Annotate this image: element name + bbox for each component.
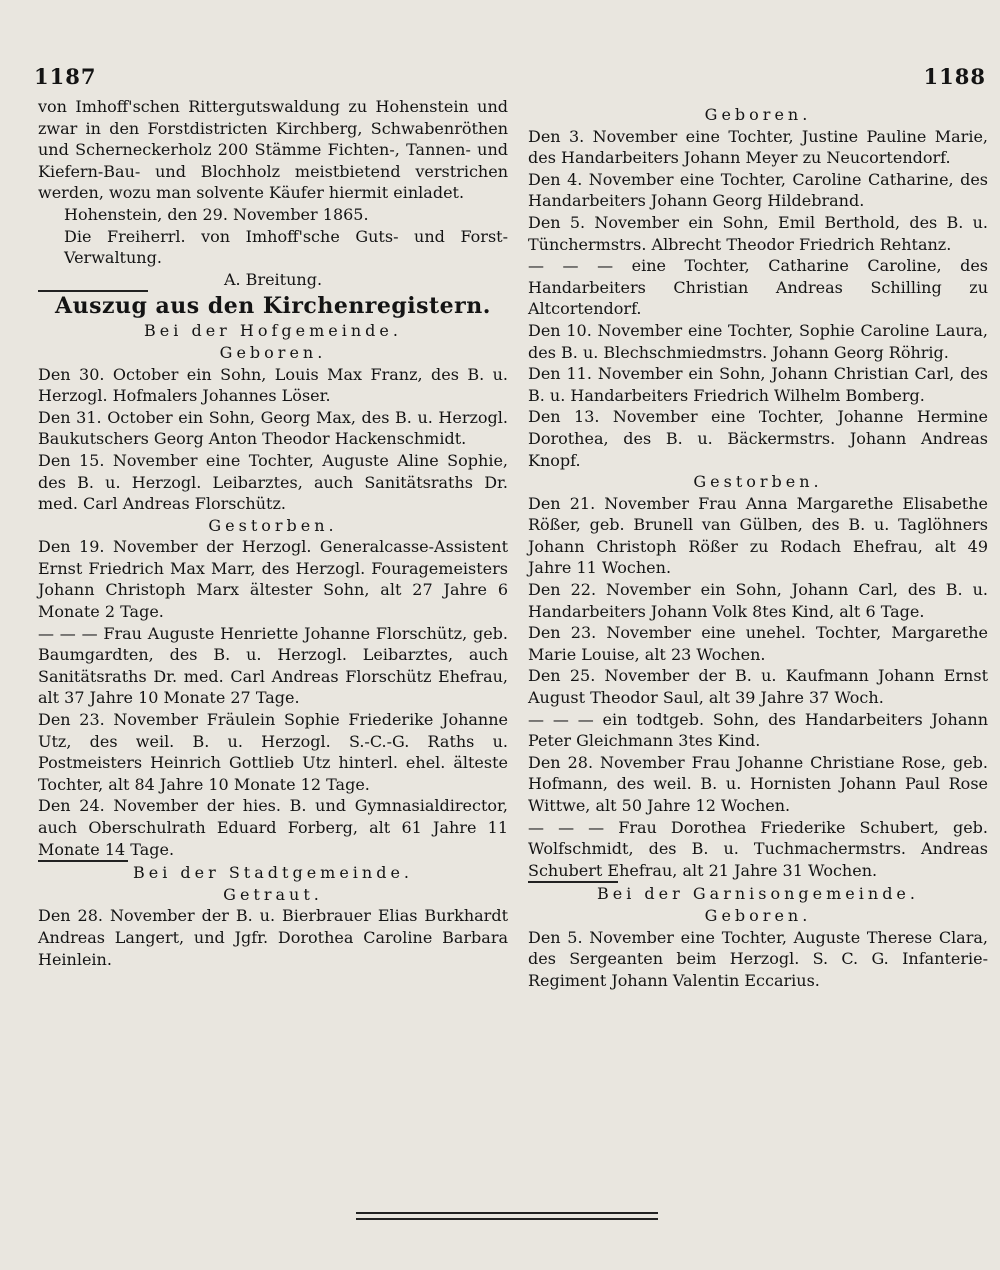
hof-birth-entry: Den 15. November eine Tochter, Auguste Aline Sophie, des B. u. Herzogl. Leibarztes, auch Sanitätsraths Dr. med. Carl Andreas Florschütz. xyxy=(38,450,508,514)
stadt-death-entry: Den 22. November ein Sohn, Johann Carl, des B. u. Handarbeiters Johann Volk 8tes Kind, alt 6 Tage. xyxy=(528,580,988,621)
notice-place-date: Hohenstein, den 29. November 1865. xyxy=(64,204,369,224)
garnison-birth-entry: Den 5. November eine Tochter, Auguste Therese Clara, des Sergeanten beim Herzogl. S. C. G. Infanterie-Regiment Johann Valentin Eccarius. xyxy=(528,927,988,990)
hof-birth-entry: Den 30. October ein Sohn, Louis Max Franz, des B. u. Herzogl. Hofmalers Johannes Löser. xyxy=(38,364,508,406)
hof-geboren-heading: Geboren. xyxy=(219,342,327,362)
stadt-birth-entry: Den 3. November eine Tochter, Justine Pauline Marie, des Handarbeiters Johann Meyer zu Neucortendorf. xyxy=(528,126,988,168)
stadt-gestorben-heading: Gestorben. xyxy=(693,472,823,492)
left-column xyxy=(38,96,508,970)
stadt-birth-entry: Den 11. November ein Sohn, Johann Christian Carl, des B. u. Handarbeiters Friedrich Wilhelm Bomberg. xyxy=(528,364,988,405)
stadt-birth-entry: Den 10. November eine Tochter, Sophie Caroline Laura, des B. u. Blechschmiedmstrs. Johann Georg Röhrig. xyxy=(528,320,988,362)
stadt-death-entry: Den 23. November eine unehel. Tochter, Margarethe Marie Louise, alt 23 Wochen. xyxy=(528,623,988,664)
stadt-birth-entry: Den 13. November eine Tochter, Johanne Hermine Dorothea, des B. u. Bäckermstrs. Johann Andreas Knopf. xyxy=(528,407,988,470)
hofgemeinde-heading: Bei der Hofgemeinde. xyxy=(144,321,402,341)
hof-gestorben-heading: Gestorben. xyxy=(208,515,338,535)
garnison-geboren-heading: Geboren. xyxy=(704,905,812,925)
notice-authority: Die Freiherrl. von Imhoff'sche Guts- und Forst-Verwaltung. xyxy=(64,226,508,268)
notice-text: von Imhoff'schen Rittergutswaldung zu Hohenstein und zwar in den Forstdistricten Kirchberg, Schwabenröthen und Scherneckerholz 200 Stämme Fichten-, Tannen- und Kiefern-Bau- und Blochholz meistbietend verstrichen werden, wozu man solvente Käufer hiermit einladet. xyxy=(38,97,508,203)
main-title: Auszug aus den Kirchenregistern. xyxy=(55,293,491,320)
stadt-death-entry: Den 28. November Frau Johanne Christiane Rose, geb. Hofmann, des weil. B. u. Hornisten Johann Paul Rose Wittwe, alt 50 Jahre 12 Wochen. xyxy=(528,752,988,815)
hof-death-entry: — — — Frau Auguste Henriette Johanne Florschütz, geb. Baumgardten, des B. u. Herzogl. Leibarztes, auch Sanitätsraths Dr. med. Carl Andreas Florschütz Ehefrau, alt 37 Jahre 10 Monate 27 Tage. xyxy=(38,623,508,708)
right-column xyxy=(528,104,988,991)
hof-death-entry: Den 23. November Fräulein Sophie Friederike Johanne Utz, des weil. B. u. Herzogl. S.-C.-G. Raths u. Postmeisters Heinrich Gottlieb Utz hinterl. ehel. älteste Tochter, alt 84 Jahre 10 Monate 12 Tage. xyxy=(38,710,508,794)
page-number-left: 1187 xyxy=(34,64,97,89)
hof-death-entry: Den 19. November der Herzogl. Generalcasse-Assistent Ernst Friedrich Max Marr, des Herzogl. Fouragemeisters Johann Christoph Marx ältester Sohn, alt 27 Jahre 6 Monate 2 Tage. xyxy=(38,537,508,622)
notice-signature: A. Breitung. xyxy=(223,269,323,289)
stadt-death-entry: Den 25. November der B. u. Kaufmann Johann Ernst August Theodor Saul, alt 39 Jahre 37 Woch. xyxy=(528,666,988,708)
stadt-birth-entry: Den 5. November ein Sohn, Emil Berthold, des B. u. Tünchermstrs. Albrecht Theodor Friedrich Rehtanz. xyxy=(528,212,988,254)
garnison-heading: Bei der Garnisongemeinde. xyxy=(597,884,919,904)
hof-death-entry: Den 24. November der hies. B. und Gymnasialdirector, auch Oberschulrath Eduard Forberg, alt 61 Jahre 11 Monate 14 Tage. xyxy=(38,796,508,859)
stadt-death-entry: — — — ein todtgeb. Sohn, des Handarbeiters Johann Peter Gleichmann 3tes Kind. xyxy=(528,709,988,751)
stadt-death-entry: — — — Frau Dorothea Friederike Schubert, geb. Wolfschmidt, des B. u. Tuchmachermstrs. Andreas Schubert Ehefrau, alt 21 Jahre 31 Wochen. xyxy=(528,817,988,880)
page-number-right: 1188 xyxy=(923,64,986,89)
closing-double-rule-top xyxy=(356,1212,658,1214)
stadt-marriage-entry: Den 28. November der B. u. Bierbrauer Elias Burkhardt Andreas Langert, und Jgfr. Dorothea Caroline Barbara Heinlein. xyxy=(38,906,508,969)
stadt-birth-entry: Den 4. November eine Tochter, Caroline Catharine, des Handarbeiters Johann Georg Hildebrand. xyxy=(528,169,988,211)
stadt-getraut-heading: Getraut. xyxy=(223,884,323,904)
stadt-death-entry: Den 21. November Frau Anna Margarethe Elisabethe Rößer, geb. Brunell van Gülben, des B. u. Taglöhners Johann Christoph Rößer zu Rodach Ehefrau, alt 49 Jahre 11 Wochen. xyxy=(528,493,988,578)
closing-double-rule-bottom xyxy=(356,1218,658,1220)
stadtgemeinde-heading: Bei der Stadtgemeinde. xyxy=(132,863,414,883)
stadt-birth-entry: — — — eine Tochter, Catharine Caroline, des Handarbeiters Christian Andreas Schilling zu Altcortendorf. xyxy=(528,256,988,319)
stadt-geboren-heading: Geboren. xyxy=(704,105,812,124)
hof-birth-entry: Den 31. October ein Sohn, Georg Max, des B. u. Herzogl. Baukutschers Georg Anton Theodor Hackenschmidt. xyxy=(38,407,508,449)
